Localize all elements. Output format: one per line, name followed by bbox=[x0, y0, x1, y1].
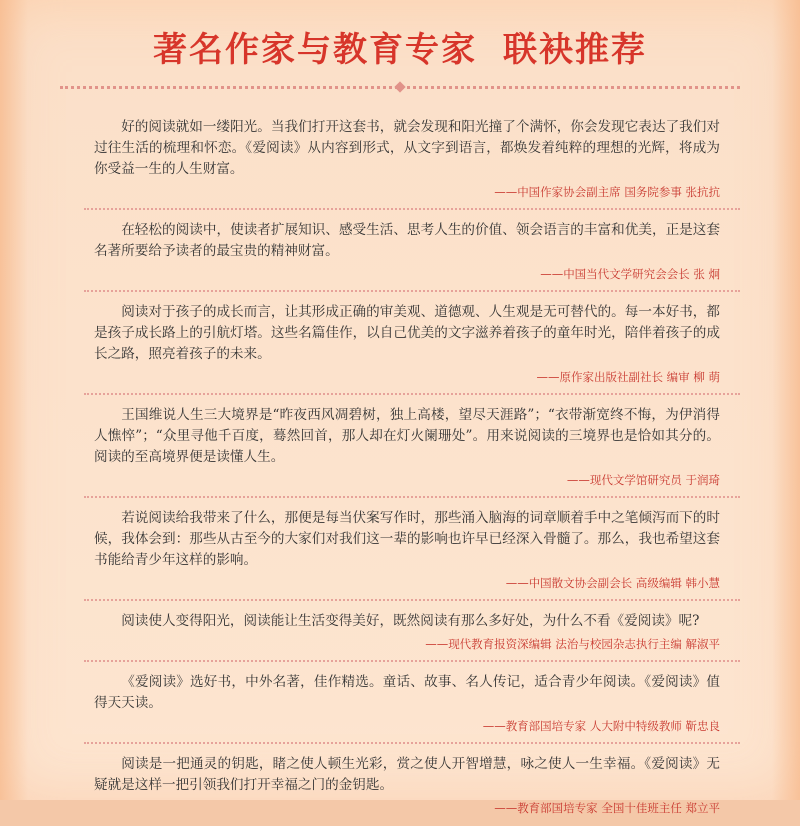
quote-source: ——原作家出版社副社长 编审 柳 萌 bbox=[536, 370, 720, 384]
quote-text: 《爱阅读》选好书，中外名著，佳作精选。童话、故事、名人传记，适合青少年阅读。《爱阅读》值得天天读。 bbox=[94, 674, 720, 711]
quote-item bbox=[94, 754, 720, 826]
quote-item bbox=[94, 220, 720, 292]
divider-diamond-icon bbox=[394, 81, 405, 92]
page-title bbox=[42, 0, 758, 82]
quote-source: ——现代文学馆研究员 于润琦 bbox=[566, 473, 720, 487]
quote-text: 好的阅读就如一缕阳光。当我们打开这套书，就会发现和阳光撞了个满怀，你会发现它表达了我们对过往生活的梳理和怀恋。《爱阅读》从内容到形式，从文字到语言，都焕发着纯粹的理想的光辉，将成为你受益一生的人生财富。 bbox=[94, 119, 720, 177]
title-sub: 联袂推荐 bbox=[503, 30, 647, 70]
quote-item bbox=[94, 117, 720, 210]
quote-text: 在轻松的阅读中，使读者扩展知识、感受生活、思考人生的价值、领会语言的丰富和优美，正是这套名著所要给予读者的最宝贵的精神财富。 bbox=[94, 222, 720, 259]
quote-item bbox=[94, 405, 720, 498]
quote-item bbox=[94, 302, 720, 395]
quote-item bbox=[94, 672, 720, 744]
quote-text: 阅读对于孩子的成长而言，让其形成正确的审美观、道德观、人生观是无可替代的。每一本好书，都是孩子成长路上的引航灯塔。这些名篇佳作，以自己优美的文字滋养着孩子的童年时光，陪伴着孩子的成长之路，照亮着孩子的未来。 bbox=[94, 304, 720, 362]
title-divider bbox=[60, 86, 740, 107]
quote-source: ——现代教育报资深编辑 法治与校园杂志执行主编 解淑平 bbox=[425, 637, 720, 651]
quote-item bbox=[94, 508, 720, 601]
quote-source: ——中国当代文学研究会会长 张 炯 bbox=[540, 267, 720, 281]
quote-source: ——教育部国培专家 人大附中特级教师 靳忠良 bbox=[482, 719, 720, 733]
quote-text: 王国维说人生三大境界是“昨夜西风凋碧树，独上高楼，望尽天涯路”；“衣带渐宽终不悔，为伊消得人憔悴”；“众里寻他千百度，蓦然回首，那人却在灯火阑珊处”。用来说阅读的三境界也是恰如其分的。阅读的至高境界便是读懂人生。 bbox=[94, 407, 720, 465]
quote-source: ——教育部国培专家 全国十佳班主任 郑立平 bbox=[494, 801, 720, 815]
quote-list bbox=[42, 117, 758, 826]
quote-text: 阅读是一把通灵的钥匙，睹之使人顿生光彩，赏之使人开智增慧，咏之使人一生幸福。《爱阅读》无疑就是这样一把引领我们打开幸福之门的金钥匙。 bbox=[94, 756, 720, 793]
title-main: 著名作家与教育专家 bbox=[153, 30, 477, 70]
quote-item bbox=[94, 611, 720, 662]
quote-text: 若说阅读给我带来了什么，那便是每当伏案写作时，那些涌入脑海的词章顺着手中之笔倾泻而下的时候，我体会到：那些从古至今的大家们对我们这一辈的影响也许早已经深入骨髓了。那么，我也希望这套书能给青少年这样的影响。 bbox=[94, 510, 720, 568]
quote-source: ——中国散文协会副会长 高级编辑 韩小慧 bbox=[505, 576, 720, 590]
quote-text: 阅读使人变得阳光，阅读能让生活变得美好，既然阅读有那么多好处，为什么不看《爱阅读》呢? bbox=[121, 613, 700, 629]
quote-source: ——中国作家协会副主席 国务院参事 张抗抗 bbox=[494, 185, 720, 199]
